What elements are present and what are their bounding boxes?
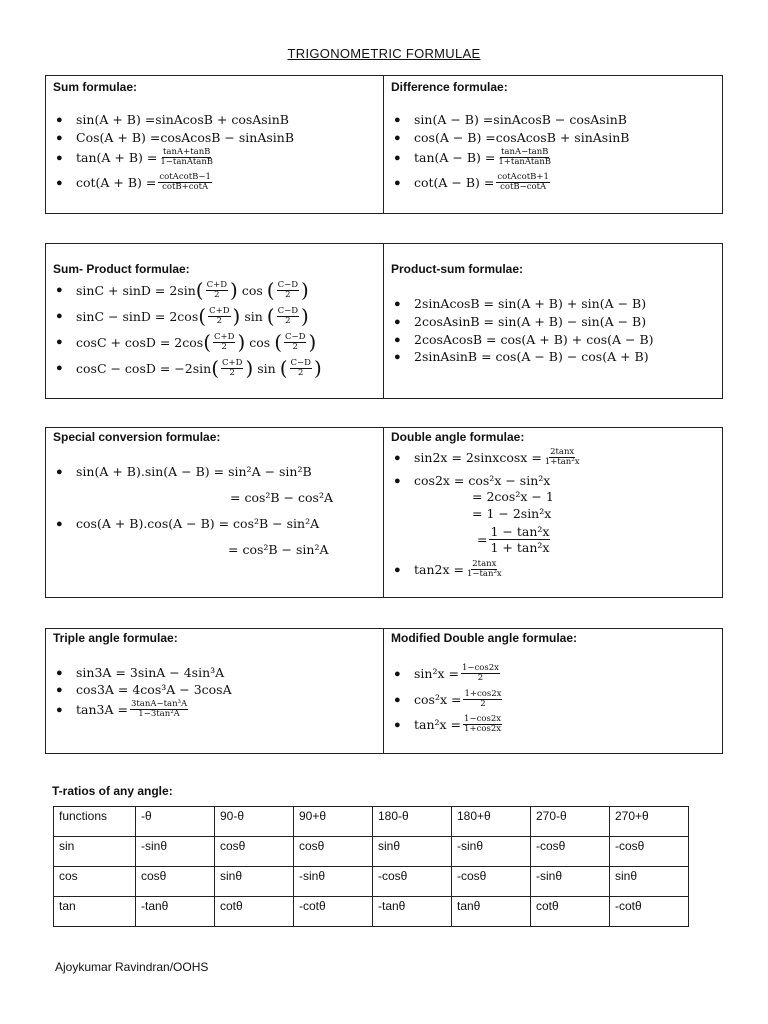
difference-formula: ● cos(A − B) = cosAcosB + sinAsinB <box>394 130 630 145</box>
table-row <box>54 837 689 867</box>
author-footer: Ajoykumar Ravindran/OOHS <box>55 960 209 974</box>
sum-formula: ● tan(A + B) = $\frac{\tan A+\tan B}{\text{1−tanAtanB}}$ <box>56 147 214 167</box>
product-sum-formula: ● 2cosAcosB = cos(A + B) + cos(A − B) <box>394 332 654 347</box>
product-sum-formula: ● 2sinAcosB = sin(A + B) + sin(A − B) <box>394 296 647 311</box>
table-row <box>54 897 689 927</box>
table-cell: -sinθ <box>136 837 215 867</box>
modified-formula: ● cos²x = $\frac{1+\cos 2x}{2}$ <box>394 689 502 709</box>
difference-formulae-title: Difference formulae: <box>391 80 508 94</box>
table-cell: sinθ <box>215 867 294 897</box>
modified-formula: ● tan²x = $\frac{1-\cos 2x}{1+\cos 2x}$ <box>394 714 502 734</box>
table-header-cell: 270+θ <box>610 807 689 837</box>
difference-formula: ● tan(A − B) = $\frac{\tan A-\tan B}{\text{1+tanAtanB}}$ <box>394 147 552 167</box>
modified-double-cell <box>384 629 722 753</box>
box-sum-product <box>45 243 723 399</box>
table-cell: -sinθ <box>294 867 373 897</box>
tratios-table <box>53 806 689 927</box>
difference-formula: ● cot(A − B) = $\frac{\text{cotAcotB+1}}{\cot B-\cot A}$ <box>394 172 549 192</box>
table-cell: cosθ <box>136 867 215 897</box>
double-angle-cell <box>384 428 722 597</box>
double-formula-cont: = 2cos²x − 1 <box>472 489 554 504</box>
sum-formulae-title: Sum formulae: <box>53 80 138 94</box>
triple-formula: ● cos3A = 4cos³A − 3cosA <box>56 682 232 697</box>
table-cell: sinθ <box>373 837 452 867</box>
table-cell: -sinθ <box>531 867 610 897</box>
table-cell: cotθ <box>531 897 610 927</box>
table-header-row <box>54 807 689 837</box>
table-cell: cos <box>54 867 136 897</box>
special-formula-cont: = cos²B − sin²A <box>228 542 329 557</box>
sum-formulae-cell <box>46 76 384 213</box>
table-cell: tan <box>54 897 136 927</box>
page-title: TRIGONOMETRIC FORMULAE <box>287 46 481 61</box>
triple-formula: ● sin3A = 3sinA − 4sin³A <box>56 665 225 680</box>
modified-double-title: Modified Double angle formulae: <box>391 631 578 645</box>
modified-formula: ● sin²x = $\frac{1-\cos 2x}{2}$ <box>394 663 499 683</box>
sum-product-title: Sum- Product formulae: <box>53 262 190 276</box>
table-header-cell: 180-θ <box>373 807 452 837</box>
table-cell: -cosθ <box>531 837 610 867</box>
difference-formulae-cell <box>384 76 722 213</box>
special-conversion-title: Special conversion formulae: <box>53 430 221 444</box>
double-formula: ● cos2x = cos²x − sin²x <box>394 473 551 488</box>
table-header-cell: -θ <box>136 807 215 837</box>
sum-product-formula: ● sinC − sinD = 2cos ( $\frac{C+D}{2}$ ) sin ( $\frac{C-D}{2}$ ) <box>56 304 309 328</box>
table-cell: -cotθ <box>294 897 373 927</box>
product-sum-title: Product-sum formulae: <box>391 262 524 276</box>
sum-product-formula: ● cosC + cosD = 2cos ( $\frac{C+D}{2}$ ) cos ( $\frac{C-D}{2}$ ) <box>56 330 317 354</box>
sum-product-cell <box>46 244 384 398</box>
tratios-title: T-ratios of any angle: <box>52 784 173 798</box>
special-conversion-cell <box>46 428 384 597</box>
table-cell: sin <box>54 837 136 867</box>
double-formula: ● sin2x = 2sinxcosx = $\frac{2\tan x}{\text{1+tan²x}}$ <box>394 447 580 467</box>
table-cell: -cosθ <box>373 867 452 897</box>
box-triple-modified <box>45 628 723 754</box>
table-cell: -cosθ <box>610 837 689 867</box>
sum-formula: ● cot(A + B) = $\frac{\text{cotAcotB−1}}{\cot B+\cot A}$ <box>56 172 211 192</box>
table-cell: -sinθ <box>452 837 531 867</box>
double-formula-cont: = $\frac{\text{1 − tan²x}}{\text{1 + tan²x}}$ <box>477 524 550 555</box>
table-header-cell: 90+θ <box>294 807 373 837</box>
triple-angle-title: Triple angle formulae: <box>53 631 178 645</box>
table-header-cell: functions <box>54 807 136 837</box>
box-sum-difference <box>45 75 723 214</box>
table-cell: sinθ <box>610 867 689 897</box>
sum-product-formula: ● cosC − cosD = −2sin ( $\frac{C+D}{2}$ ) sin ( $\frac{C-D}{2}$ ) <box>56 356 322 380</box>
table-cell: cotθ <box>215 897 294 927</box>
double-formula: ● tan2x = $\frac{2\tan x}{\text{1−tan²x}}$ <box>394 559 502 579</box>
sum-formula: ● sin(A + B) = sinAcosB + cosAsinB <box>56 112 289 127</box>
product-sum-cell <box>384 244 722 398</box>
product-sum-formula: ● 2sinAsinB = cos(A − B) − cos(A + B) <box>394 349 649 364</box>
table-header-cell: 180+θ <box>452 807 531 837</box>
table-header-cell: 270-θ <box>531 807 610 837</box>
table-row <box>54 867 689 897</box>
triple-formula: ● tan3A = $\frac{\text{3tanA−tan³A}}{\text{1−3tan²A}}$ <box>56 699 188 719</box>
table-cell: -cosθ <box>452 867 531 897</box>
sum-formula: ● Cos(A + B) = cosAcosB − sinAsinB <box>56 130 294 145</box>
table-cell: -cotθ <box>610 897 689 927</box>
table-cell: tanθ <box>452 897 531 927</box>
table-header-cell: 90-θ <box>215 807 294 837</box>
special-formula: ● cos(A + B).cos(A − B) = cos²B − sin²A <box>56 516 320 531</box>
product-sum-formula: ● 2cosAsinB = sin(A + B) − sin(A − B) <box>394 314 647 329</box>
double-formula-cont: = 1 − 2sin²x <box>472 506 552 521</box>
table-cell: -tanθ <box>373 897 452 927</box>
special-formula-cont: = cos²B − cos²A <box>230 490 333 505</box>
difference-formula: ● sin(A − B) = sinAcosB − cosAsinB <box>394 112 627 127</box>
special-formula: ● sin(A + B).sin(A − B) = sin²A − sin²B <box>56 464 312 479</box>
table-cell: cosθ <box>215 837 294 867</box>
table-cell: cosθ <box>294 837 373 867</box>
box-special-double <box>45 427 723 598</box>
double-angle-title: Double angle formulae: <box>391 430 525 444</box>
table-cell: -tanθ <box>136 897 215 927</box>
triple-angle-cell <box>46 629 384 753</box>
sum-product-formula: ● sinC + sinD = 2sin ( $\frac{C+D}{2}$ ) cos ( $\frac{C-D}{2}$ ) <box>56 278 309 302</box>
